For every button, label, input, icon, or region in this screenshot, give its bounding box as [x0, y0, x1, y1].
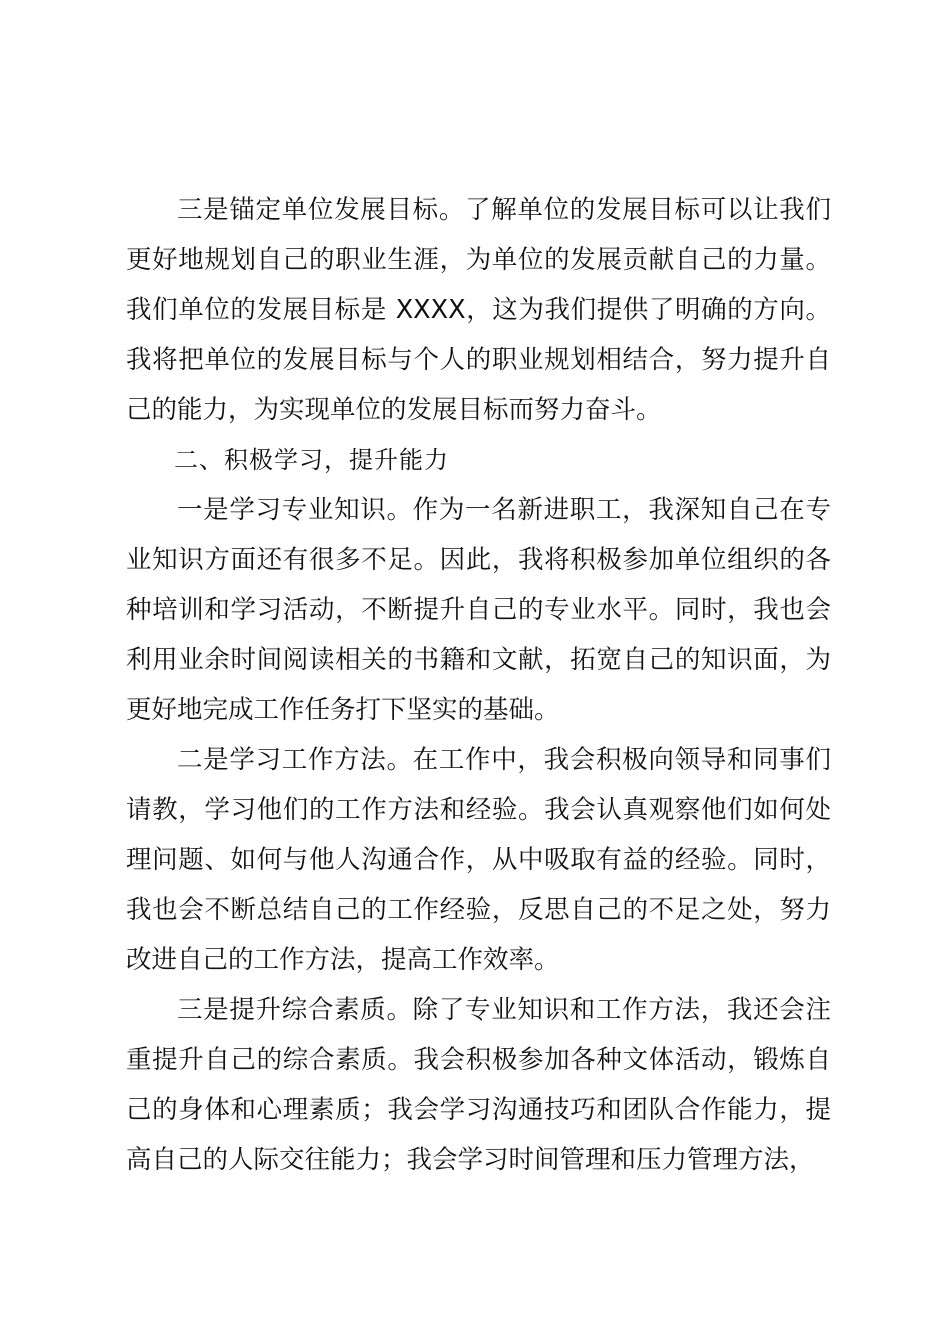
section-heading-learning: 二、积极学习，提升能力: [174, 446, 449, 474]
paragraph-overall-quality: 三是提升综合素质。除了专业知识和工作方法，我还会注重提升自己的综合素质。我会积极参加各种文体活动，锻炼自己的身体和心理素质；我会学习沟通技巧和团队合作能力，提高自己的人际交往能力；我会学习时间管理和压力管理方法，: [126, 995, 831, 1175]
paragraph-professional-knowledge: 一是学习专业知识。作为一名新进职工，我深知自己在专业知识方面还有很多不足。因此，我将积极参加单位组织的各种培训和学习活动，不断提升自己的专业水平。同时，我也会利用业余时间阅读相关的书籍和文献，拓宽自己的知识面，为更好地完成工作任务打下坚实的基础。: [126, 495, 831, 725]
paragraph-unit-goals: 三是锚定单位发展目标。了解单位的发展目标可以让我们更好地规划自己的职业生涯，为单位的发展贡献自己的力量。我们单位的发展目标是 XXXX，这为我们提供了明确的方向。我将把单位的发展目标与个人的职业规划相结合，努力提升自己的能力，为实现单位的发展目标而努力奋斗。: [126, 195, 831, 425]
document-body: [126, 185, 831, 1185]
paragraph-work-methods: 二是学习工作方法。在工作中，我会积极向领导和同事们请教，学习他们的工作方法和经验。我会认真观察他们如何处理问题、如何与他人沟通合作，从中吸取有益的经验。同时，我也会不断总结自己的工作经验，反思自己的不足之处，努力改进自己的工作方法，提高工作效率。: [126, 745, 831, 975]
